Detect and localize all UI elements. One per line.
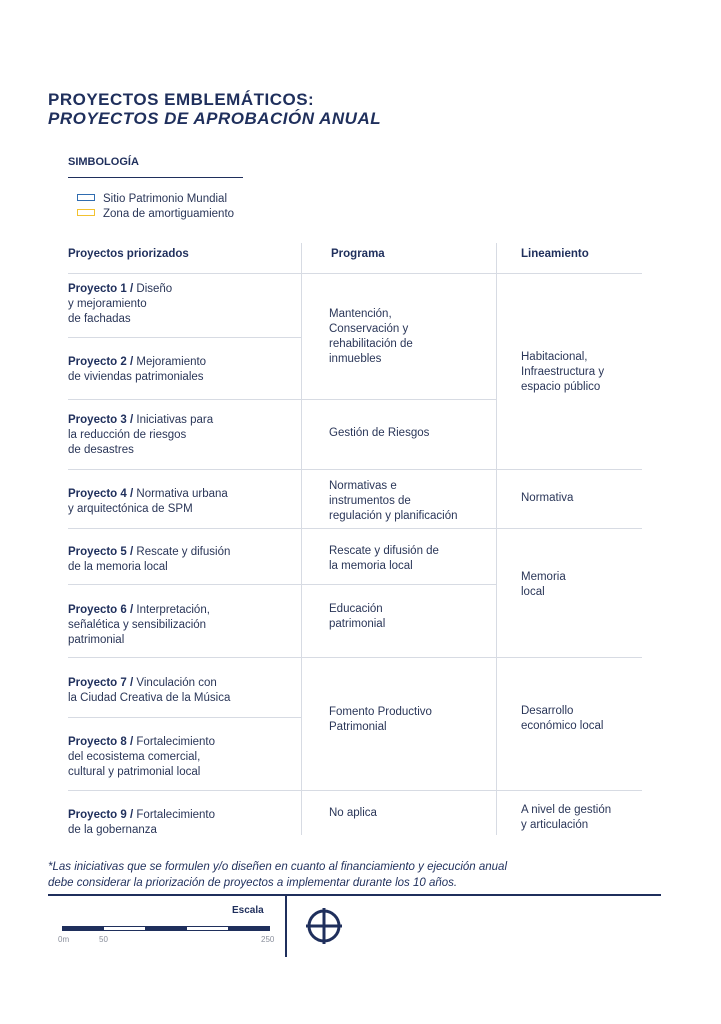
guideline-cell-1: Habitacional, Infraestructura y espacio público xyxy=(521,351,605,393)
footer-divider xyxy=(48,894,661,896)
program-cell-4: Rescate y difusión de la memoria local xyxy=(329,545,439,572)
project-number: Proyecto 8 xyxy=(68,736,127,748)
row-divider xyxy=(68,584,496,585)
scale-bar xyxy=(62,926,270,931)
symbology-divider xyxy=(68,177,243,178)
project-number: Proyecto 6 xyxy=(68,604,127,616)
footnote: *Las iniciativas que se formulen y/o diseñen en cuanto al financiamiento y ejecución anual debe considerar la priorización de proyectos a implementar durante los 10 años. xyxy=(48,861,508,889)
project-cell-7: Proyecto 7 / Vinculación con la Ciudad Creativa de la Música xyxy=(68,677,231,704)
program-cell-5: Educación patrimonial xyxy=(329,603,386,630)
header-program: Programa xyxy=(331,248,385,260)
guideline-cell-2: Normativa xyxy=(521,492,574,504)
legend-item-world-heritage xyxy=(77,193,227,205)
project-number: Proyecto 3 xyxy=(68,414,127,426)
footer-vertical-divider xyxy=(285,894,287,957)
program-cell-3: Normativas e instrumentos de regulación y planificación xyxy=(329,480,458,522)
column-divider-1 xyxy=(301,243,302,835)
project-number: Proyecto 5 xyxy=(68,546,127,558)
row-divider xyxy=(68,528,642,529)
column-divider-2 xyxy=(496,243,497,835)
project-number: Proyecto 9 xyxy=(68,809,127,821)
row-divider xyxy=(68,469,642,470)
scale-tick-0: 0m xyxy=(58,935,70,944)
legend-label: Zona de amortiguamiento xyxy=(103,208,235,220)
header-divider xyxy=(68,273,642,274)
page-title xyxy=(48,90,381,128)
legend-item-buffer-zone xyxy=(77,208,234,220)
scale-label: Escala xyxy=(232,905,264,916)
row-divider xyxy=(68,657,642,658)
north-arrow-icon xyxy=(305,907,343,945)
symbology-title: SIMBOLOGÍA xyxy=(68,156,139,168)
scale-tick-250: 250 xyxy=(261,935,275,944)
guideline-cell-4: Desarrollo económico local xyxy=(521,705,604,732)
legend-label: Sitio Patrimonio Mundial xyxy=(103,193,228,205)
project-cell-1: Proyecto 1 / Diseño y mejoramiento de fachadas xyxy=(68,283,173,325)
row-divider xyxy=(68,717,301,718)
project-number: Proyecto 7 xyxy=(68,677,127,689)
project-number: Proyecto 1 xyxy=(68,283,127,295)
program-cell-7: No aplica xyxy=(329,807,377,819)
project-number: Proyecto 2 xyxy=(68,356,127,368)
program-cell-6: Fomento Productivo Patrimonial xyxy=(329,706,432,733)
project-cell-6: Proyecto 6 / Interpretación, señalética y sensibilización patrimonial xyxy=(68,604,210,646)
legend-swatch-yellow xyxy=(77,209,95,216)
header-projects: Proyectos priorizados xyxy=(68,248,189,260)
row-divider xyxy=(68,399,496,400)
row-divider xyxy=(68,790,642,791)
project-cell-8: Proyecto 8 / Fortalecimiento del ecosistema comercial, cultural y patrimonial local xyxy=(68,736,216,778)
program-cell-1: Mantención, Conservación y rehabilitación de inmuebles xyxy=(329,308,413,365)
guideline-cell-5: A nivel de gestión y articulación xyxy=(521,804,612,831)
project-cell-9: Proyecto 9 / Fortalecimiento de la gobernanza xyxy=(68,809,216,836)
header-guideline: Lineamiento xyxy=(521,248,589,260)
scale-tick-50: 50 xyxy=(99,935,108,944)
title-line-2: PROYECTOS DE APROBACIÓN ANUAL xyxy=(48,109,382,128)
program-cell-2: Gestión de Riesgos xyxy=(329,427,430,439)
title-line-1: PROYECTOS EMBLEMÁTICOS: xyxy=(48,90,315,109)
project-cell-5: Proyecto 5 / Rescate y difusión de la memoria local xyxy=(68,546,231,573)
project-cell-4: Proyecto 4 / Normativa urbana y arquitectónica de SPM xyxy=(68,488,228,515)
row-divider xyxy=(68,337,301,338)
project-cell-2: Proyecto 2 / Mejoramiento de viviendas patrimoniales xyxy=(68,356,207,383)
guideline-cell-3: Memoria local xyxy=(521,571,566,598)
project-number: Proyecto 4 xyxy=(68,488,127,500)
project-cell-3: Proyecto 3 / Iniciativas para la reducción de riesgos de desastres xyxy=(68,414,214,456)
legend-swatch-blue xyxy=(77,194,95,201)
